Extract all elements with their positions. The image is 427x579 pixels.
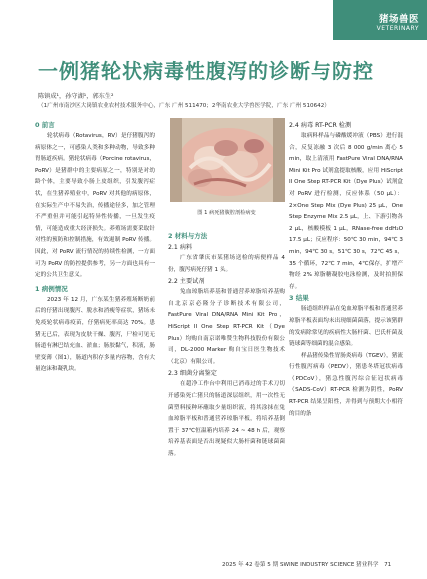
heading-2-2: 2.2 主要试剂: [168, 278, 205, 286]
paragraph-2-2: 兔血琼脂培养基和普通营养琼脂培养基购自北京京必隆分子诊断技术有限公司，FastPure Viral DNA/RNA Mini Kit Pro，HiScript II One Step RT-PCR Kit（Dye Plus）均购自南京诺唯赞生物科技股份有限公司，DL-2000 Marker 购自宝日医生物技术（北京）有限公司。: [168, 289, 285, 365]
section-header-box: [333, 0, 427, 40]
column-middle: [168, 231, 285, 461]
figure-necropsy-photo: [170, 118, 285, 202]
heading-2-4: 2.4 病毒 RT-PCR 检测: [289, 122, 352, 129]
article-authors: 陈镇成¹，孙守湖¹，郭东生²: [38, 93, 114, 100]
heading-2-1: 2.1 病料: [168, 244, 193, 251]
paragraph-results: 肠道组织样品在兔血琼脂平板和普通营养琼脂平板表面均未出现细菌菌落，提示该猪群的发病除常见的疾病性大肠杆菌、巴氏杆菌及链球菌等细菌的混合感染。: [289, 306, 403, 348]
paragraph-case: 2023 年 12 月，广东某生猪养殖场断奶前后的仔猪出现腹泻、脱水和消瘦等症状，猪场未免疫轮状病毒疫苗，仔猪病死率高达 70%。患猪无已后，表现为皮肤干燥、腹泻，尸检可见无肠道有淋巴结充血、淤血；肠胶黏气，积液，肠壁变薄（图1），肠道内积存多量内容物，含有大量泡沫和凝乳块。: [35, 296, 155, 373]
heading-results: 3 结果: [289, 294, 309, 303]
paragraph-2-4: 取病料样品与磷酸缓冲液（PBS）进行混合，反复冻融 3 次后 8 000 g/min 离心 5 min，取上清液用 FastPure Viral DNA/RNA Mini Kit Pro 试剂盒提取核酸，应用 HiScript II One Step RT-PCR Kit（Dye Plus）试剂盒对 PoRV 进行检测，反应体系（50 μL）：2×One Step Mix (Dye Plus) 25 μL，One Step Enzyme Mix 2.5 μL，上、下游引物各 2 μL，核酸模板 1 μL，RNase-free ddH₂O 17.5 μL；反应程序：50℃ 30 min，94℃ 3 min，94℃ 30 s，51℃ 30 s，72℃ 45 s，35 个循环，72℃ 7 min，4℃保存，扩增产物经 2% 琼脂糖凝胶电泳检测，及时拍照保存。: [289, 133, 403, 290]
paragraph-results-2: 样品猪传染性胃肠炎病毒（TGEV），猪流行性腹泻病毒（PEDV），猪患冬塔冠状病毒（PDCoV），猪急性腹泻综合征冠状病毒（SADS-CoV）RT-PCR 检测为阴性，PoRV RT-PCR 结果呈阳性，并得到与预期大小相符的目的条: [289, 352, 403, 417]
section-label: 猪场兽医: [378, 14, 419, 25]
heading-materials: 2 材料与方法: [168, 232, 208, 240]
heading-case: 1 病例情况: [35, 284, 68, 293]
paragraph-2-3: 在超净工作台中利用已消毒过的手术刀切开感染死亡猪只的肠道深层组织，用一次性无菌塑料接种环蘸取少量组织液，将其涂抹在兔血琼脂平板和普通营养琼脂平板，将培养基倒置于 37℃恒温箱内培养 24 ~ 48 h 后，观察培养基表面是否出现疑似大肠杆菌和链球菌菌落。: [168, 381, 285, 457]
paragraph-intro: 轮状病毒（Rotavirus，RV）是仔猪腹泻的病原体之一，可感染人类和多种动物，导致多种胃肠道疾病。猪轮状病毒（Porcine rotavirus，PoRV）是猪群中的主要病原之一，特别是对幼龄个体，主要导致小肠上皮组织，引发腹泻症状，在生猪养殖业中，PoRV 对其他的病原体，在实际生产中不易失治，传播途径多，加之管理不严重但并可能引起特异性传播，一旦发生疫情，可能造成重大经济损失。养殖场需要采取针对性的预防和控制措施，有效遏制 PoRV 传播。因此，对 PoRV 流行情况的持续性检测，一方面可为 PoRV 的防控提供参考，另一方面也具有一定的公共卫生意义。: [35, 133, 155, 279]
article-affiliation: （1广州市南沙区大岗镇农业农村技术服务中心，广东 广州 511470；2华南农业大学兽医学院，广东 广州 510642）: [38, 103, 330, 109]
paragraph-2-1: 广东省肇庆市某猪场送检的病便样品 4 份，腹泻病死仔猪 1 头。: [168, 255, 285, 273]
heading-2-3: 2.3 细菌分离鉴定: [168, 370, 217, 378]
section-label-en: VETERINARY: [376, 25, 419, 32]
necropsy-image: [170, 118, 285, 202]
column-left: [35, 120, 155, 376]
page-footer: 2025 年 42 卷第 5 期 SWINE INDUSTRY SCIENCE 猪业科学 71: [222, 562, 392, 568]
figure-caption: 图 1 病死猪腹腔剖检病变: [197, 210, 256, 216]
article-title: 一例猪轮状病毒性腹泻的诊断与防控: [38, 59, 374, 83]
column-right: [289, 120, 403, 420]
heading-intro: 0 前言: [35, 121, 55, 129]
